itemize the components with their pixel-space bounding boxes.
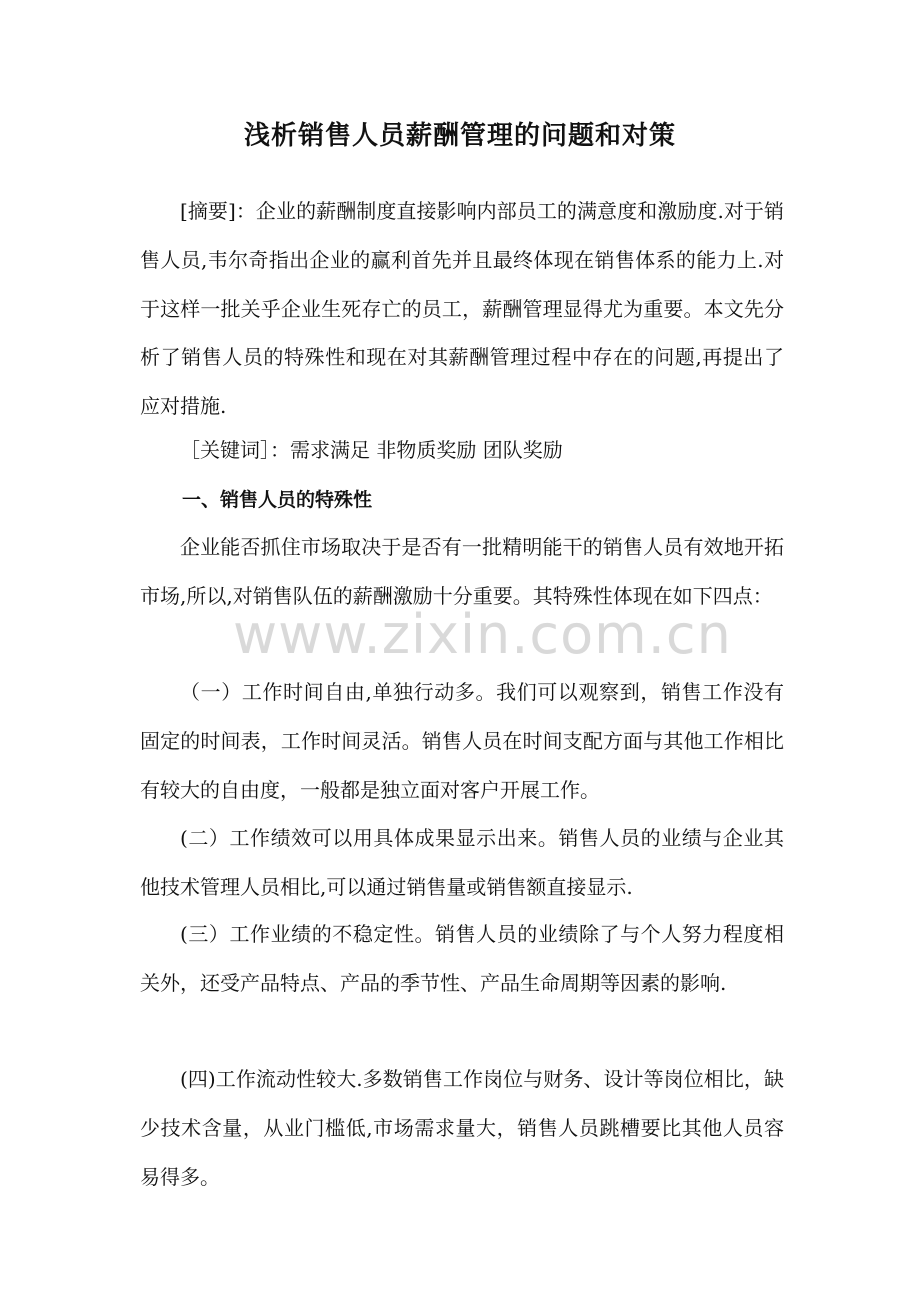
section-intro-paragraph: 企业能否抓住市场取决于是否有一批精明能干的销售人员有效地开拓市场,所以,对销售队伍的薪酬激励十分重要。其特殊性体现在如下四点： — [140, 535, 784, 608]
section-heading — [140, 475, 826, 525]
keywords-line: ［关键词］：需求满足 非物质奖励 团队奖励 — [180, 438, 563, 462]
point-1-paragraph: （一）工作时间自由,单独行动多。我们可以观察到，销售工作没有固定的时间表，工作时间灵活。销售人员在时间支配方面与其他工作相比有较大的自由度，一般都是独立面对客户开展工作。 — [140, 680, 784, 802]
point-2-paragraph: (二）工作绩效可以用具体成果显示出来。销售人员的业绩与企业其他技术管理人员相比,可以通过销售量或销售额直接显示. — [140, 826, 784, 899]
point-3-paragraph: (三）工作业绩的不稳定性。销售人员的业绩除了与个人努力程度相关外，还受产品特点、产品的季节性、产品生命周期等因素的影响. — [140, 922, 784, 995]
watermark: www.zixin.com.cn — [233, 603, 732, 666]
point-4-paragraph: (四)工作流动性较大.多数销售工作岗位与财务、设计等岗位相比，缺少技术含量，从业门槛低,市场需求量大，销售人员跳槽要比其他人员容易得多。 — [140, 1067, 784, 1189]
document-title: 浅析销售人员薪酬管理的问题和对策 — [243, 121, 676, 151]
section-heading-text: 一、销售人员的特殊性 — [182, 489, 373, 511]
abstract-paragraph: [摘要]：企业的薪酬制度直接影响内部员工的满意度和激励度.对于销售人员,韦尔奇指出企业的赢利首先并且最终体现在销售体系的能力上.对于这样一批关乎企业生死存亡的员工，薪酬管理显得尤为重要。本文先分析了销售人员的特殊性和现在对其薪酬管理过程中存在的问题,再提出了应对措施. — [140, 199, 784, 419]
